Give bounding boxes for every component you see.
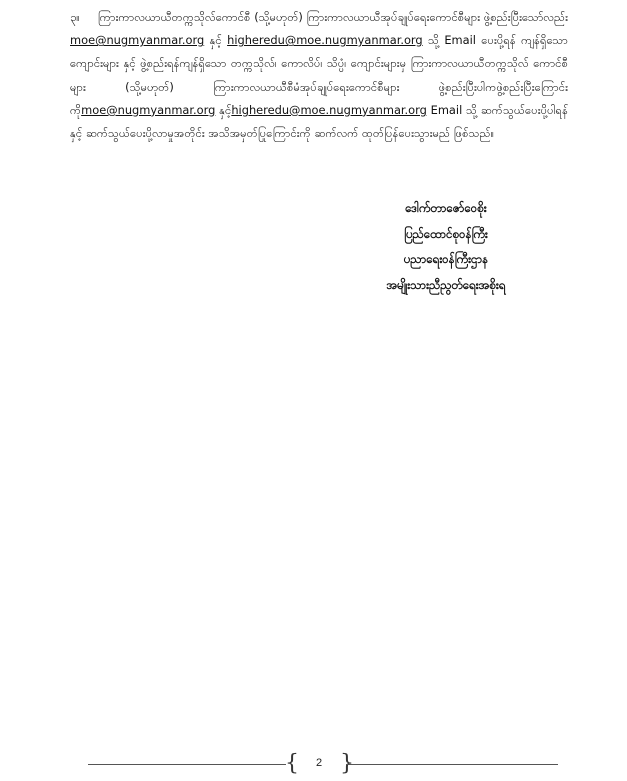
paragraph-text-5: Email သို့ ဆက်သွယ်ပေးပို့ပါရန်နှင့် ဆက်သွယ်ပေးပို့လာမှုအတိုင်း အသိအမှတ်ပြုကြောင်းကို ဆက်လက် ထုတ်ပြန်ပေးသွားမည် ဖြစ်သည်။ [70, 102, 568, 141]
paragraph-number: ၃။ [70, 10, 80, 24]
paragraph-text-2: နှင့် [204, 33, 228, 48]
footer-rule-left [88, 764, 286, 765]
email-link-higheredu-2[interactable]: higheredu@moe.nugmyanmar.org [231, 102, 427, 117]
paragraph-text-1: ကြားကာလယာယီတက္ကသိုလ်ကောင်စီ (သို့မဟုတ်) ကြားကာလယာယီအုပ်ချုပ်ရေးကောင်စီများ ဖွဲ့စည်းပြီးသော်လည်း [97, 10, 568, 24]
footer-bracket-left: { [285, 751, 299, 776]
email-link-higheredu[interactable]: higheredu@moe.nugmyanmar.org [227, 33, 423, 48]
page-footer [88, 752, 558, 778]
footer-rule-right [346, 764, 558, 765]
signatory-government: အမျိုးသားညီညွတ်ရေးအစိုးရ [386, 277, 506, 292]
email-link-moe[interactable]: moe@nugmyanmar.org [70, 33, 205, 48]
email-link-moe-2[interactable]: moe@nugmyanmar.org [81, 102, 216, 117]
footer-bracket-right: } [340, 751, 354, 776]
paragraph-text-4: နှင့် [215, 102, 232, 117]
signature-block [326, 196, 566, 298]
signatory-title: ပြည်ထောင်စုဝန်ကြီး [404, 226, 488, 241]
signatory-name: ဒေါက်တာဇော်ဝေစိုး [405, 201, 487, 215]
page-number: 2 [315, 757, 323, 769]
paragraph-text-3: သို့ Email ပေးပို့ရန် ကျန်ရှိသောကျောင်းများ နှင့် ဖွဲ့စည်းရန်ကျန်ရှိသော တက္ကသိုလ်၊ ကောလိပ်၊ သိပ္ပံ၊ ကျောင်းများမှ ကြားကာလယာယီတက္ကသိုလ် ကောင်စီများ (သို့မဟုတ်) ကြားကာလယာယီစီမံအုပ်ချုပ်ရေးကောင်စီများ ဖွဲ့စည်းပြီးပါကဖွဲ့စည်းပြီးကြောင်းကို [70, 33, 568, 117]
signatory-ministry: ပညာရေးဝန်ကြီးဌာန [403, 252, 489, 266]
paragraph-3 [70, 6, 568, 145]
